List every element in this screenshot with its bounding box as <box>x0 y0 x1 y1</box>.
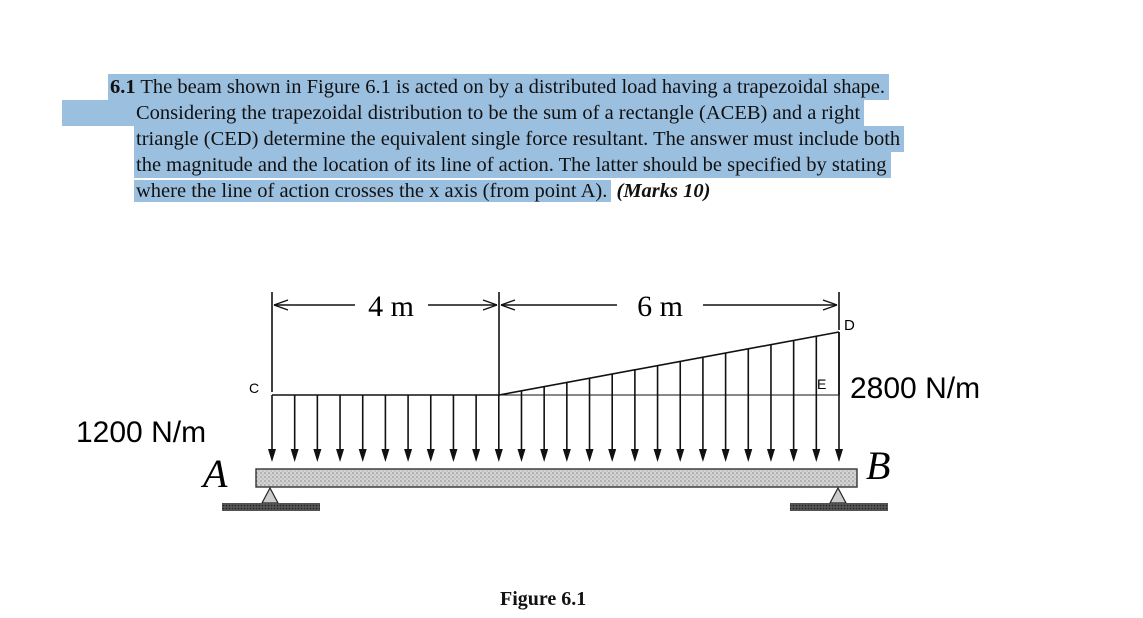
problem-line-3: triangle (CED) determine the equivalent single force resultant. The answer must include both <box>134 126 904 152</box>
load-arrow-head <box>359 449 367 462</box>
load-arrow-head <box>268 449 276 462</box>
load-arrow-head <box>676 449 684 462</box>
dim-label-6m: 6 m <box>637 290 683 323</box>
load-arrow-head <box>313 449 321 462</box>
load-arrow-head <box>790 449 798 462</box>
problem-line-2: Considering the trapezoidal distribution to be the sum of a rectangle (ACEB) and a right <box>62 100 864 126</box>
label-a: A <box>203 451 228 496</box>
load-arrow-head <box>699 449 707 462</box>
load-arrow-head <box>404 449 412 462</box>
load-arrow-head <box>563 449 571 462</box>
load-arrow-head <box>540 449 548 462</box>
load-arrow-head <box>744 449 752 462</box>
load-arrow-head <box>767 449 775 462</box>
problem-number: 6.1 <box>110 76 136 98</box>
load-label-right: 2800 N/m <box>850 372 981 405</box>
label-d: D <box>844 317 855 334</box>
problem-line-4: the magnitude and the location of its line of action. The latter should be specified by stating <box>134 152 891 178</box>
load-arrow-head <box>495 449 503 462</box>
problem-text-1: The beam shown in Figure 6.1 is acted on by a distributed load having a trapezoidal shape. <box>135 76 886 98</box>
problem-text-5: where the line of action crosses the x axis (from point A). <box>134 180 611 202</box>
load-arrow-head <box>449 449 457 462</box>
dim-label-4m: 4 m <box>368 290 414 323</box>
marks-label: (Marks 10) <box>616 180 711 202</box>
label-c: C <box>249 380 260 396</box>
beam <box>256 469 857 487</box>
load-outline <box>272 332 839 395</box>
support-a <box>222 488 320 511</box>
support-b <box>790 488 888 511</box>
load-arrow-head <box>517 449 525 462</box>
load-arrow-head <box>336 449 344 462</box>
load-arrow-head <box>608 449 616 462</box>
load-arrow-head <box>291 449 299 462</box>
dimension-4m <box>274 290 497 323</box>
load-arrow-head <box>812 449 820 462</box>
label-e: E <box>817 376 827 392</box>
load-arrow-head <box>722 449 730 462</box>
load-arrow-head <box>654 449 662 462</box>
load-arrow-head <box>586 449 594 462</box>
load-arrow-head <box>835 449 843 462</box>
figure-caption: Figure 6.1 <box>500 588 587 610</box>
load-arrow-head <box>631 449 639 462</box>
label-b: B <box>866 443 891 488</box>
load-arrow-head <box>472 449 480 462</box>
load-arrow-head <box>381 449 389 462</box>
load-label-left: 1200 N/m <box>76 416 207 449</box>
load-arrow-head <box>427 449 435 462</box>
dimension-6m <box>501 290 837 323</box>
load-arrows <box>268 332 843 462</box>
